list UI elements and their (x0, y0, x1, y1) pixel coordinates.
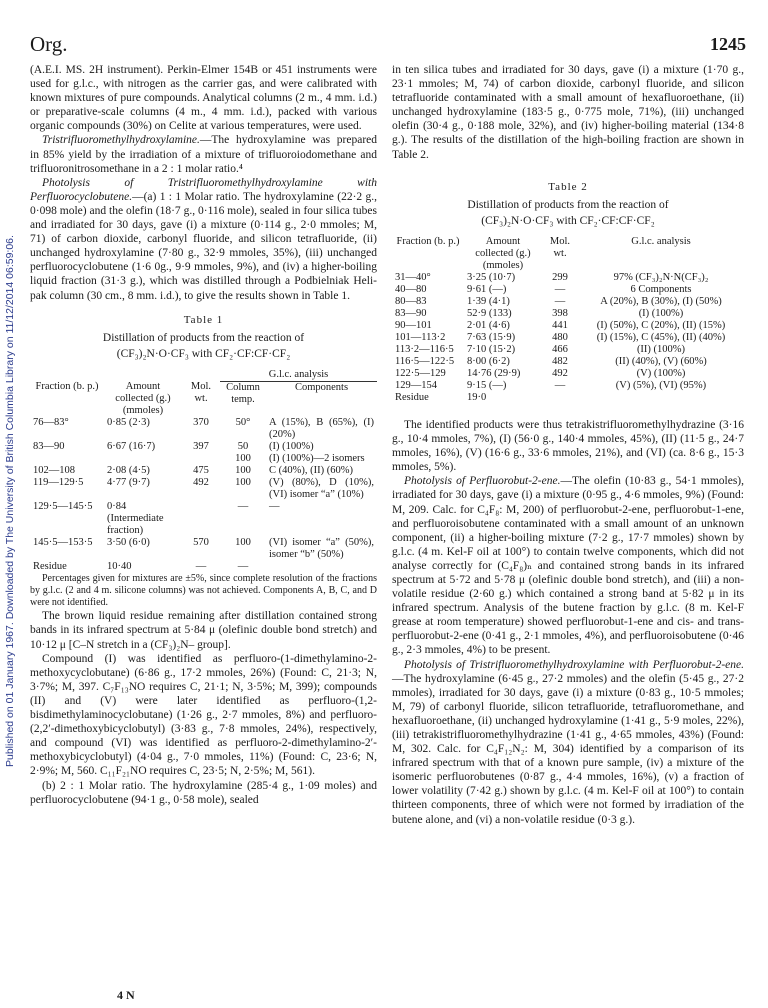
section-heading: Photolysis of Tristrifluoromethylhydroxylamine with Perfluorobut-2-ene. (404, 658, 744, 671)
paragraph: Photolysis of Tristrifluoromethylhydroxylamine with Perfluorocyclobutene.—(a) 1 : 1 Molar ratio. The hydroxylamine (22·2 g., 0·098 mole) and the olefin (18·7 g., 0·116 mole), sealed in four silica tubes and irradiated for 30 days, gave (i) a mixture (0·114 g., 2·0 mmoles; M, 71) of carbon dioxide, carbonyl fluoride, and silicon tetrafluoride, (ii) unchanged hydroxylamine (7·80 g., 32·9 mmoles, 35%), (iii) unchanged perfluorocyclobutene (1·6 0g., 9·9 mmoles, 9%), and (iv) a higher-boiling liquid fraction (31·3 g.), which was distilled through a Podbielniak Heli-pak column (30 cm., 8 mm. i.d.), to give the results shown in Table 1. (30, 176, 377, 302)
table-cell: 441 (552, 319, 568, 331)
table-cell: 2·08 (4·5) (107, 465, 150, 477)
section-heading: Photolysis of Tristrifluoromethylhydroxylamine with Perfluorocyclobutene. (30, 176, 377, 203)
table-row (392, 284, 744, 296)
table-row (392, 368, 744, 380)
table-cell: 52·9 (133) (467, 307, 512, 319)
table-cell: Residue (33, 561, 67, 573)
table-formula: (CF₃)₂N·O·CF₃ with CF₂·CF:CF·CF₂ (116, 347, 291, 360)
table-cell: (I) (100%)—2 isomers (269, 453, 365, 465)
table-row (30, 441, 377, 453)
table-caption: Table 1 (183, 313, 224, 326)
table-cell: (V) (5%), (VI) (95%) (615, 379, 707, 391)
table-cell: 475 (193, 465, 209, 477)
table-formula: (CF₃)₂N·O·CF₃ with CF₂·CF:CF·CF₂ (481, 214, 655, 227)
paragraph: in ten silica tubes and irradiated for 30 days, gave (i) a mixture (1·70 g., 23·1 mmoles; M, 74) of carbon dioxide, carbonyl fluoride, and silicon tetrafluoride contaminated with a small amount of hexafluoroethane, (ii) unchanged hydroxylamine (183·5 g., 0·775 mole, 71%), (iii) unchanged olefin (30·4 g., 0·188 mole, 32%), and (iv) higher-boiling material (134·8 g.). The results of the distillation of the high-boiling fraction are shown in Table 2. (392, 64, 744, 161)
table-cell: 397 (193, 441, 209, 453)
table-cell: 3·50 (6·0) (107, 537, 150, 549)
table-cell: 113·2—116·5 (395, 343, 454, 355)
table-cell: 102—108 (33, 465, 75, 477)
table-cell: (I) (100%) (269, 441, 314, 453)
publication-sidebar[interactable]: Published on 01 January 1967. Downloaded by The University of British Columbia Library on 11/12/2014 06:59:06. (4, 235, 16, 767)
table-cell: 2·01 (4·6) (467, 319, 510, 331)
column-header: Amount collected (g.) (mmoles) (115, 381, 171, 417)
table-cell: 119—129·5 (33, 477, 84, 489)
table-cell: (II) (100%) (636, 343, 686, 355)
table-row (392, 272, 744, 284)
section-heading: Photolysis of Perfluorobut-2-ene. (404, 475, 561, 488)
table-row (392, 320, 744, 332)
table-cell: 398 (552, 307, 568, 319)
table-cell: 116·5—122·5 (395, 355, 455, 367)
table-cell: Residue (395, 391, 429, 403)
table-cell: 6·67 (16·7) (107, 441, 156, 453)
table-cell (578, 392, 744, 404)
table-cell: 492 (552, 367, 568, 379)
table-cell: (V) (100%) (636, 367, 686, 379)
table-cell: 76—83° (33, 417, 69, 429)
table-cell: 4·77 (9·7) (107, 477, 150, 489)
table-cell: A (15%), B (65%), (I) (20%) (269, 417, 374, 441)
table-cell: 50° (235, 417, 251, 429)
paragraph: Photolysis of Tristrifluoromethylhydroxylamine with Perfluorobut-2-ene.—The hydroxylamine (6·45 g., 27·2 mmoles) and the olefin (5·45 g., 27·2 mmoles), irradiated for 30 days, gave (i) a mixture (0·83 g., 10·5 mmoles; M, 79) of carbonyl fluoride, silicon tetrafluoride, tetrafluoromethane, and hexafluoroethane, (ii) unchanged hydroxylamine (1·41 g., 5·9 moles, 22%), (iii) tetrakistrifluoromethylhydrazine (1·41 g., 4·65 mmoles, 43%) (Found: M, 302. Calc. for C₄F₁₂N₂: M, 304) identified by a comparison of its infrared spectrum with that of a known pure sample, (iv) a mixture of the isomeric perfluorobutenes (0·87 g., 4·4 mmoles, 16%), (v) a fraction of lower volatility (7·42 g.) shown by g.l.c. (4 m. Kel-F oil at 100°) to contain thirteen components, three of which were not formed by irradiation of the butene alone, and (vi) a non-volatile residue (0·3 g.). (392, 658, 744, 826)
table-cell: 6 Components (630, 283, 692, 295)
table-cell: 100 (235, 537, 251, 549)
table-row (30, 561, 377, 573)
table-cell: — (554, 379, 566, 391)
table-row (392, 296, 744, 308)
paragraph: The brown liquid residue remaining after distillation contained strong bands in its infrared spectrum at 5·84 μ (olefinic double bond stretch) and 10·12 μ [C–N stretch in a (CF₃)₂N– group]. (30, 610, 377, 651)
table-subtitle: Distillation of products from the reaction of (467, 198, 669, 211)
table-cell: (II) (40%), (V) (60%) (615, 355, 707, 367)
table-cell (182, 453, 220, 465)
table-cell: 3·25 (10·7) (467, 271, 516, 283)
table-cell: 129·5—145·5 (33, 501, 93, 513)
table-cell (104, 453, 182, 465)
table-cell: — (554, 295, 566, 307)
table-cell: A (20%), B (30%), (I) (50%) (600, 295, 722, 307)
table-cell: 97% (CF₃)₂N·N(CF₃)₂ (613, 271, 709, 283)
table-caption: Table 2 (548, 180, 588, 193)
table-row (30, 501, 377, 537)
table-cell (182, 501, 220, 537)
table-cell: 100 (235, 477, 251, 489)
table-row (392, 308, 744, 320)
column-group-header: G.l.c. analysis (220, 369, 377, 382)
table-cell (30, 453, 104, 465)
table-cell: 8·00 (6·2) (467, 355, 510, 367)
page-signature: 4 N (117, 988, 135, 1002)
table-cell (542, 392, 578, 404)
left-column (30, 63, 377, 807)
table-cell: 80—83 (395, 295, 427, 307)
table-cell: — (554, 283, 566, 295)
right-column (392, 63, 744, 827)
paragraph: (b) 2 : 1 Molar ratio. The hydroxylamine (285·4 g., 1·09 moles) and perfluorocyclobutene (94·1 g., 0·58 mole), sealed (30, 779, 377, 806)
column-header: Amount collected (g.) (mmoles) (475, 235, 531, 271)
table-cell: 90—101 (395, 319, 432, 331)
paragraph: The identified products were thus tetrakistrifluoromethylhydrazine (3·16 g., 10·4 mmoles, 7%), (I) (56·0 g., 140·4 mmoles, 45%), (II) (11·5 g., 24·7 mmoles, 16%), (V) (16·6 g., 33·6 mmoles, 21%), and (VI) (ca. 8·6 g., 15·3 mmoles, 5%). (392, 418, 744, 474)
table-body (30, 417, 377, 573)
table-row (392, 392, 744, 404)
page-number: 1245 (710, 34, 746, 54)
table-cell: 570 (193, 537, 209, 549)
table-row (392, 380, 744, 392)
table-cell: 492 (193, 477, 209, 489)
table-cell: 83—90 (395, 307, 427, 319)
table-cell: 482 (552, 355, 568, 367)
table-note: Percentages given for mixtures are ±5%, since complete resolution of the fractions by g.l.c. (2 and 4 m. silicone columns) was not achieved. Components A, B, C, and D were not identified. (30, 573, 377, 609)
table-cell: — (237, 561, 249, 573)
table-cell: (I) (50%), C (20%), (II) (15%) (596, 319, 726, 331)
table-cell: (I) (15%), C (45%), (II) (40%) (596, 331, 726, 343)
table-row (30, 477, 377, 501)
table-row (392, 344, 744, 356)
column-header: G.l.c. analysis (631, 235, 691, 247)
table-cell: 480 (552, 331, 568, 343)
table-cell: 10·40 (107, 561, 132, 573)
table-cell: 122·5—129 (395, 367, 446, 379)
table-row (392, 332, 744, 344)
column-header: Mol. wt. (549, 235, 571, 259)
paragraph: (A.E.I. MS. 2H instrument). Perkin-Elmer 154B or 451 instruments were used for g.l.c., with nitrogen as the carrier gas, and were calibrated with known mixtures of pure compounds. Analytical columns (2 m., 4 mm. i.d.) or preparative-scale columns (4 m., 4 mm. i.d.), packed with various organic compounds (30%) on Celite at various temperatures, were used. (30, 64, 377, 133)
table-cell: 370 (193, 417, 209, 429)
column-header: Column temp. (226, 381, 260, 405)
table-cell: — (269, 501, 280, 513)
table-row (30, 537, 377, 561)
table-row (30, 417, 377, 441)
data-table (30, 369, 377, 574)
table-cell: 100 (235, 453, 251, 465)
table-cell: 50 (237, 441, 249, 453)
table-cell: 1·39 (4·1) (467, 295, 510, 307)
table-cell: 299 (552, 271, 568, 283)
table-cell: — (195, 561, 207, 573)
table-cell: 466 (552, 343, 568, 355)
table-cell: 14·76 (29·9) (467, 367, 521, 379)
table-cell: 31—40° (395, 271, 431, 283)
table-row (30, 453, 377, 465)
table-subtitle: Distillation of products from the reaction of (102, 331, 305, 344)
table-row (392, 356, 744, 368)
table-cell: 129—154 (395, 379, 437, 391)
table-cell: 19·0 (467, 391, 487, 403)
column-header: Fraction (b. p.) (35, 381, 99, 393)
table-cell: 145·5—153·5 (33, 537, 93, 549)
table-cell: — (237, 501, 249, 513)
table-cell: 83—90 (33, 441, 65, 453)
table-cell: (V) (80%), D (10%), (VI) isomer “a” (10%) (269, 477, 374, 501)
column-header: Mol. wt. (190, 381, 212, 405)
table-cell: 0·84 (Intermediate fraction) (107, 501, 164, 537)
table-cell (266, 561, 377, 573)
table-cell: (I) (100%) (638, 307, 684, 319)
table-cell: 9·61 (—) (467, 283, 507, 295)
column-header: Components (294, 381, 349, 393)
table-cell: 7·63 (15·9) (467, 331, 516, 343)
table-cell: 0·85 (2·3) (107, 417, 150, 429)
table-cell: 7·10 (15·2) (467, 343, 516, 355)
table-cell: 101—113·2 (395, 331, 446, 343)
paragraph: Tristrifluoromethylhydroxylamine.—The hydroxylamine was prepared in 85% yield by the irradiation of a mixture of trifluoroiodomethane and trifluoronitrosomethane in a 2 : 1 molar ratio.⁴ (30, 134, 377, 175)
paragraph: Compound (I) was identified as perfluoro-(1-dimethylamino-2-methoxycyclobutane) (6·86 g., 17·2 mmoles, 26%) (Found: C, 21·3; N, 3·7%; M, 397. C₇F₁₃NO requires C, 21·1; N, 3·5%; M, 399); compounds (II) and (V) were later identified as perfluoro-(1,2-bisdimethylaminocyclobutane) (1·26 g., 2·7 mmoles, 8%) and perfluoro-(2,2′-dimethoxybicyclobutyl) (3·83 g., 7·8 mmoles, 24%), respectively, and compound (VI) was identified as perfluoro-2-dimethylamino-2′-methoxybicyclobutyl) (4·04 g., 7·0 mmoles, 11%) (Found: C, 23·6; N, 2·9%; M, 560. C₁₁F₂₁NO requires C, 23·5; N, 2·5%; M, 561). (30, 652, 377, 778)
table-cell: 40—80 (395, 283, 427, 295)
section-heading: Tristrifluoromethylhydroxylamine. (42, 134, 200, 147)
data-table (392, 236, 744, 404)
journal-header: Org. (30, 32, 68, 56)
table-cell: C (40%), (II) (60%) (269, 465, 353, 477)
paragraph: Photolysis of Perfluorobut-2-ene.—The olefin (10·83 g., 54·1 mmoles), irradiated for 30 days, gave (i) a mixture (0·95 g., 4·6 mmoles, 9%) (Found: M, 209. Calc. for C₄F₈: M, 200) of perfluorobut-2-ene, perfluorobut-1-ene, and perfluoroisobutene contaminated with a small amount of an unknown component, (ii) a higher-boiling mixture (7·2 g., 17·7 mmoles) shown by g.l.c. (4 m. Kel-F oil at 100°) to contain twelve components, which did not analyse correctly for (C₄F₈)ₙ and contained strong bands in its infrared spectrum at 5·72 and 5·78 μ (olefinic double bond stretch), and (iii) a non-volatile residue (2·60 g.) which contained a strong band at 5·82 μ in its infrared spectrum. Analysis of the butene fraction by g.l.c. (8 m. Kel-F grease at room temperature) showed perfluorobut-1-ene and cis- and trans-perfluorobut-2-ene (0·41 g., 2·1 mmoles, 4%), and perfluoroisobutene (0·46 g., 2·3 mmoles, 4%) to be present. (392, 475, 745, 657)
table-row (30, 465, 377, 477)
table-cell: (VI) isomer “a” (50%), isomer “b” (50%) (269, 537, 374, 561)
column-header: Fraction (b. p.) (396, 235, 460, 247)
table-cell: 9·15 (—) (467, 379, 507, 391)
table-body (392, 272, 744, 404)
table-cell: 100 (235, 465, 251, 477)
